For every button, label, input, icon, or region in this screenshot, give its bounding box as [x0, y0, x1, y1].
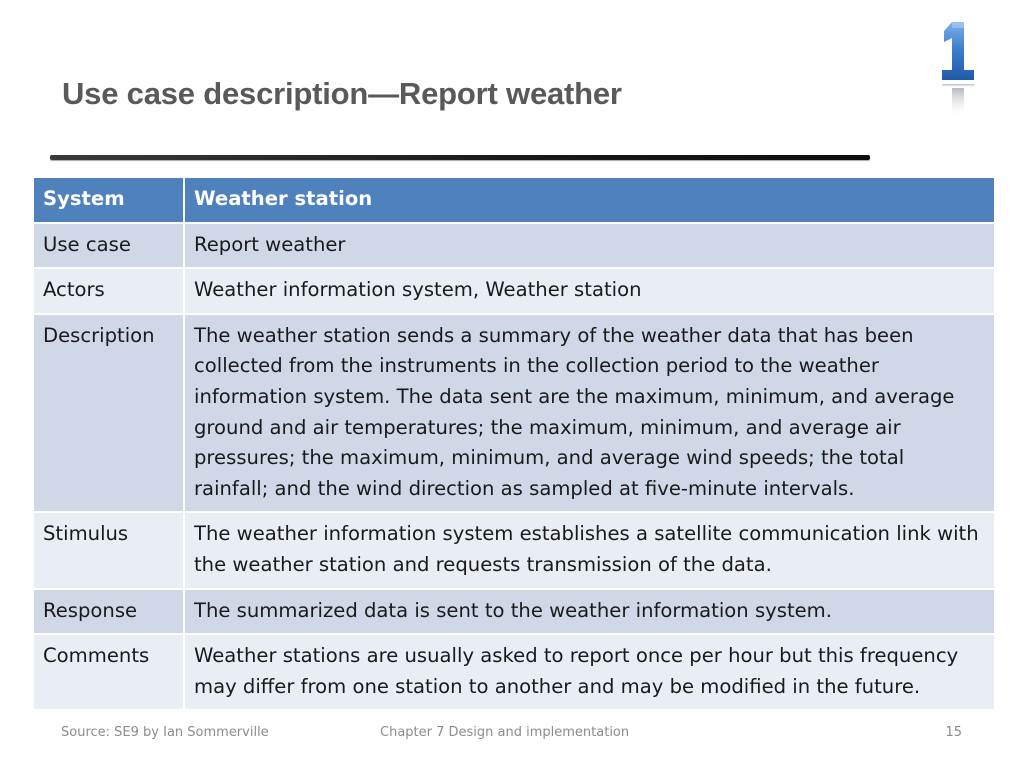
- row-value-cell: The weather station sends a summary of the weather data that has been collected from the instruments in the collection period to the weather information system. The data sent are the maximum, minimum, and average ground and air temperatures; the maximum, minimum, and average air pressures; the maximum, minimum, and average wind speeds; the total rainfall; and the wind direction as sampled at five-minute intervals.: [185, 315, 994, 514]
- row-key-cell: Use case: [34, 224, 185, 270]
- title-underline: [50, 155, 870, 160]
- table-row: [34, 224, 994, 270]
- table-row: [34, 513, 994, 589]
- use-case-table: [34, 178, 994, 711]
- table-row: [34, 635, 994, 711]
- header-key-cell: System: [34, 178, 185, 224]
- row-key-cell: Stimulus: [34, 513, 185, 589]
- row-value-cell: Report weather: [185, 224, 994, 270]
- footer-source: Source: SE9 by Ian Sommerville: [61, 725, 269, 740]
- row-value-cell: The summarized data is sent to the weather information system.: [185, 590, 994, 636]
- header-value-cell: Weather station: [185, 178, 994, 224]
- row-key-cell: Actors: [34, 269, 185, 315]
- row-value-cell: Weather information system, Weather station: [185, 269, 994, 315]
- row-key-cell: Comments: [34, 635, 185, 711]
- table-row: [34, 315, 994, 514]
- table-row: [34, 269, 994, 315]
- footer-page-number: 15: [945, 725, 962, 740]
- row-value-cell: Weather stations are usually asked to report once per hour but this frequency may differ from one station to another and may be modified in the future.: [185, 635, 994, 711]
- row-value-cell: The weather information system establishes a satellite communication link with the weather station and requests transmission of the data.: [185, 513, 994, 589]
- chapter-number-badge-icon: [938, 16, 978, 122]
- footer-chapter: Chapter 7 Design and implementation: [380, 725, 630, 740]
- table-header-row: [34, 178, 994, 224]
- row-key-cell: Response: [34, 590, 185, 636]
- row-key-cell: Description: [34, 315, 185, 514]
- table-row: [34, 590, 994, 636]
- slide-title: Use case description—Report weather: [62, 76, 622, 111]
